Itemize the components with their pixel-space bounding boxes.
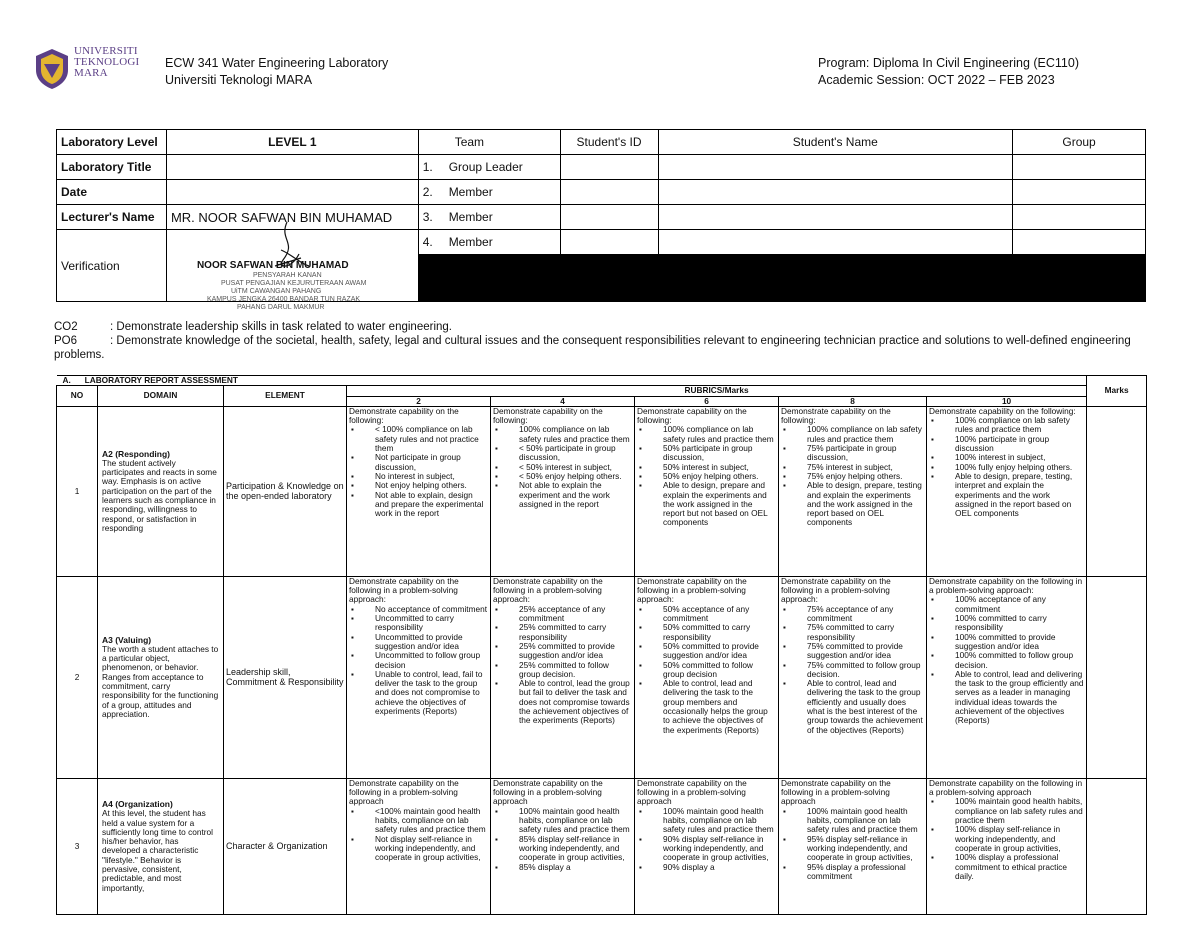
team-row-3 — [418, 205, 560, 230]
marks-cell[interactable] — [1087, 576, 1147, 778]
rubric-criteria-list — [349, 425, 488, 518]
rubric-criterion: ▪ 50% committed to provide suggestion and/or idea — [663, 642, 776, 661]
rubric-row — [57, 778, 1147, 914]
rubric-criterion: ▪ Able to design, prepare, testing and explain the experiments and the work assigned in the report based on OEL components — [807, 481, 924, 527]
domain-title: A4 (Organization) — [102, 798, 173, 809]
rubric-intro: Demonstrate capability on the following: — [781, 406, 891, 426]
rubric-intro: Demonstrate capability on the following: — [929, 406, 1076, 416]
outcome-code: CO2 — [54, 321, 78, 333]
student-name-cell[interactable] — [658, 155, 1013, 180]
rubric-cell — [927, 778, 1087, 914]
rubric-row — [57, 406, 1147, 576]
element-cell: Character & Organization — [224, 778, 347, 914]
rubric-intro: Demonstrate capability on the following in a problem-solving approach: — [781, 576, 891, 605]
rubric-criterion: ▪ 50% interest in subject, — [663, 463, 776, 472]
rubric-criterion: ▪ 100% compliance on lab safety rules and practice them — [807, 425, 924, 444]
rubric-criteria-list — [637, 807, 776, 872]
rubric-cell — [779, 576, 927, 778]
rubric-criterion: ▪ < 50% participate in group discussion, — [519, 444, 632, 463]
program-name: Program: Diploma In Civil Engineering (EC110) — [818, 56, 1079, 70]
rubric-criteria-list — [637, 425, 776, 527]
program-header — [818, 55, 1079, 89]
verification-signature-cell — [166, 230, 418, 311]
rubric-cell — [927, 406, 1087, 576]
group-cell[interactable] — [1013, 230, 1146, 255]
rubric-criterion: ▪ 90% display self-reliance in working independently, and cooperate in group activities, — [663, 835, 776, 863]
rubric-intro: Demonstrate capability on the following in a problem-solving approach — [781, 778, 891, 807]
rubric-criterion: ▪ 50% participate in group discussion, — [663, 444, 776, 463]
domain-cell — [98, 406, 224, 576]
rubric-criterion: ▪ Able to control, lead and delivering the task to the group efficiently and serves as a leader in managing individual ideas towards the achievement of the objectives (Reports) — [955, 670, 1084, 726]
rubric-intro: Demonstrate capability on the following in a problem-solving approach: — [349, 576, 459, 605]
rubric-cell — [491, 406, 635, 576]
rubric-criterion: ▪ Able to control, lead and delivering the task to the group efficiently and usually does what is the best interest of the group towards the achievement of the objectives (Reports) — [807, 679, 924, 735]
rubric-cell — [491, 576, 635, 778]
crest-icon — [34, 48, 70, 90]
rubric-criteria-list — [637, 605, 776, 735]
signature-line-1: PENSYARAH KANAN — [252, 271, 322, 279]
rubric-criterion: ▪ 100% maintain good health habits, compliance on lab safety rules and practice them — [519, 807, 632, 835]
rubric-cell — [347, 576, 491, 778]
rubric-criterion: ▪ 75% acceptance of any commitment — [807, 605, 924, 624]
signature-line-4: KAMPUS JENGKA 26400 BANDAR TUN RAZAK — [206, 295, 361, 303]
assessment-rubric-table — [56, 375, 1147, 915]
team-no: 3. — [422, 210, 433, 224]
rubric-criterion: ▪ 100% maintain good health habits, compliance on lab safety rules and practice them — [807, 807, 924, 835]
rubric-criterion: ▪ 75% enjoy helping others. — [807, 472, 924, 481]
rubric-criterion: ▪ 100% display self-reliance in working independently, and cooperate in group activities, — [955, 825, 1084, 853]
rubric-criterion: ▪ Not participate in group discussion, — [375, 453, 488, 472]
signature-scribble — [257, 220, 317, 280]
outcome-text: : Demonstrate knowledge of the societal, health, safety, legal and cultural issues and the consequent responsibilities relevant to engineering technician practice and solutions to well-defined engineering problems. — [54, 335, 1131, 361]
rubric-criterion: ▪ 50% enjoy helping others. — [663, 472, 776, 481]
rubric-criterion: ▪ 100% committed to carry responsibility — [955, 614, 1084, 633]
student-id-cell[interactable] — [560, 230, 658, 255]
outcome-po6 — [54, 334, 1164, 362]
signature-line-3: UiTM CAWANGAN PAHANG — [230, 287, 322, 295]
rubric-criterion: ▪ 50% acceptance of any commitment — [663, 605, 776, 624]
rubric-criterion: ▪ No acceptance of commitment — [375, 605, 488, 614]
rubric-criterion: ▪ <100% maintain good health habits, compliance on lab safety rules and practice them — [375, 807, 488, 835]
student-name-cell[interactable] — [658, 205, 1013, 230]
course-title: ECW 341 Water Engineering Laboratory — [165, 56, 389, 70]
rubric-criterion: ▪ 95% display self-reliance in working independently, and cooperate in group activities, — [807, 835, 924, 863]
learning-outcomes — [54, 320, 1164, 362]
student-name-cell[interactable] — [658, 230, 1013, 255]
rubric-criterion: ▪ 100% display a professional commitment to ethical practice daily. — [955, 853, 1084, 881]
team-header: Team — [418, 130, 560, 155]
rubric-criterion: ▪ Able to design, prepare and explain the experiments and the work assigned in the report but not based on OEL components — [663, 481, 776, 527]
domain-cell — [98, 576, 224, 778]
university-logo — [34, 46, 154, 96]
rubric-criterion: ▪ 75% committed to provide suggestion and/or idea — [807, 642, 924, 661]
student-id-header: Student's ID — [560, 130, 658, 155]
rubric-criterion: ▪ 25% committed to provide suggestion and/or idea — [519, 642, 632, 661]
rubric-criteria-list — [929, 797, 1084, 881]
lab-level-label: Laboratory Level — [57, 130, 167, 155]
score-header: 4 — [491, 396, 635, 406]
rubric-criterion: ▪ 90% display a — [663, 863, 776, 872]
rubric-criterion: ▪ Not enjoy helping others. — [375, 481, 488, 490]
rubric-intro: Demonstrate capability on the following in a problem-solving approach — [637, 778, 747, 807]
rubric-cell — [347, 406, 491, 576]
rubric-criterion: ▪ Not display self-reliance in working independently, and cooperate in group activities, — [375, 835, 488, 863]
score-header: 2 — [347, 396, 491, 406]
team-row-4 — [418, 230, 560, 255]
marks-cell[interactable] — [1087, 778, 1147, 914]
element-cell: Leadership skill, Commitment & Responsibility — [224, 576, 347, 778]
rubric-intro: Demonstrate capability on the following: — [637, 406, 747, 426]
element-cell: Participation & Knowledge on the open-ended laboratory — [224, 406, 347, 576]
rubric-criterion: ▪ < 100% compliance on lab safety rules and not practice them — [375, 425, 488, 453]
team-role: Member — [448, 235, 493, 249]
student-name-header: Student's Name — [658, 130, 1013, 155]
signature-line-2: PUSAT PENGAJIAN KEJURUTERAAN AWAM — [220, 279, 367, 287]
signature-name: NOOR SAFWAN BIN MUHAMAD — [196, 259, 349, 271]
rubric-criterion: ▪ 25% committed to follow group decision. — [519, 661, 632, 680]
section-title: A. LABORATORY REPORT ASSESSMENT — [57, 376, 1087, 386]
rubric-criterion: ▪ Uncommitted to carry responsibility — [375, 614, 488, 633]
rubric-criterion: ▪ 85% display self-reliance in working independently, and cooperate in group activities, — [519, 835, 632, 863]
domain-description: The worth a student attaches to a particular object, phenomenon, or behavior. Ranges from acceptance to commitment, carry responsibility for the functioning of a group, attitudes and appreciation. — [102, 643, 219, 719]
rubric-criterion: ▪ 85% display a — [519, 863, 632, 872]
rubric-criteria-list — [349, 807, 488, 863]
rubric-criterion: ▪ 100% committed to provide suggestion and/or idea — [955, 633, 1084, 652]
signature-stamp — [196, 242, 397, 311]
rubric-criterion: ▪ 75% interest in subject, — [807, 463, 924, 472]
team-no: 1. — [422, 160, 433, 174]
logo-line-2: TEKNOLOGI — [74, 56, 140, 68]
team-no: 4. — [422, 235, 433, 249]
lecturer-name: MR. NOOR SAFWAN BIN MUHAMAD — [166, 205, 418, 230]
team-no: 2. — [422, 185, 433, 199]
rubric-criterion: ▪ 100% committed to follow group decision. — [955, 651, 1084, 670]
rubric-intro: Demonstrate capability on the following in a problem-solving approach — [349, 778, 459, 807]
course-header — [165, 55, 388, 89]
rubric-intro: Demonstrate capability on the following in a problem-solving approach — [493, 778, 603, 807]
rubric-criterion: ▪ 100% participate in group discussion — [955, 435, 1084, 454]
rubric-criterion: ▪ 75% committed to carry responsibility — [807, 623, 924, 642]
rubric-criterion: ▪ 100% compliance on lab safety rules and practice them — [955, 416, 1084, 435]
rubric-cell — [927, 576, 1087, 778]
domain-cell — [98, 778, 224, 914]
lab-title-field[interactable] — [166, 155, 418, 180]
group-header: Group — [1013, 130, 1146, 155]
rubric-intro: Demonstrate capability on the following in a problem-solving approach — [929, 778, 1083, 798]
rubric-criteria-list — [929, 595, 1084, 725]
student-id-cell[interactable] — [560, 205, 658, 230]
rubric-criterion: ▪ 100% compliance on lab safety rules and practice them — [519, 425, 632, 444]
rubric-cell — [347, 778, 491, 914]
date-field[interactable] — [166, 180, 418, 205]
rubric-criterion: ▪ Uncommitted to follow group decision — [375, 651, 488, 670]
rubric-criterion: ▪ Able to control, lead and delivering the task to the group members and occasionally helps the group to achieve the objectives of the experiments (Reports) — [663, 679, 776, 735]
lecturer-label: Lecturer's Name — [57, 205, 167, 230]
verification-label: Verification — [57, 230, 167, 302]
group-cell[interactable] — [1013, 205, 1146, 230]
rubric-intro: Demonstrate capability on the following: — [493, 406, 603, 426]
rubric-criteria-list — [493, 605, 632, 726]
rubric-criterion: ▪ 100% maintain good health habits, compliance on lab safety rules and practice them — [663, 807, 776, 835]
rubric-criterion: ▪ 25% committed to carry responsibility — [519, 623, 632, 642]
lab-title-label: Laboratory Title — [57, 155, 167, 180]
element-header: ELEMENT — [224, 386, 347, 407]
rubric-criterion: ▪ 100% compliance on lab safety rules and practice them — [663, 425, 776, 444]
rubric-criterion: ▪ 75% participate in group discussion, — [807, 444, 924, 463]
outcome-code: PO6 — [54, 335, 78, 347]
score-header: 10 — [927, 396, 1087, 406]
rubric-criterion: ▪ 50% committed to follow group decision — [663, 661, 776, 680]
rubric-criterion: ▪ No interest in subject, — [375, 472, 488, 481]
lab-level-value: LEVEL 1 — [166, 130, 418, 155]
rubric-criteria-list — [349, 605, 488, 717]
rubric-criterion: ▪ < 50% interest in subject, — [519, 463, 632, 472]
lab-info-table — [56, 129, 1146, 311]
domain-description: At this level, the student has held a value system for a sufficiently long time to control his/her behavior, has developed a characteristic "lifestyle." Behavior is pervasive, consistent, predictable, and most importantly, — [102, 808, 213, 893]
outcome-text: : Demonstrate leadership skills in task related to water engineering. — [110, 321, 452, 333]
rubric-criteria-list — [493, 425, 632, 509]
rubric-criterion: ▪ 50% committed to carry responsibility — [663, 623, 776, 642]
rubric-criterion: ▪ 100% fully enjoy helping others. — [955, 463, 1084, 472]
row-number: 3 — [57, 778, 98, 914]
rubric-criteria-list — [781, 605, 924, 735]
team-role: Member — [448, 210, 493, 224]
rubric-intro: Demonstrate capability on the following in a problem-solving approach: — [637, 576, 747, 605]
rubric-intro: Demonstrate capability on the following in a problem-solving approach: — [493, 576, 603, 605]
rubric-intro: Demonstrate capability on the following in a problem-solving approach: — [929, 576, 1083, 596]
rubric-criteria-list — [781, 807, 924, 881]
student-name-cell[interactable] — [658, 180, 1013, 205]
rubric-criterion: ▪ < 50% enjoy helping others. — [519, 472, 632, 481]
row-number: 2 — [57, 576, 98, 778]
university-name: Universiti Teknologi MARA — [165, 73, 313, 87]
marks-cell[interactable] — [1087, 406, 1147, 576]
row-number: 1 — [57, 406, 98, 576]
rubric-criterion: ▪ 100% acceptance of any commitment — [955, 595, 1084, 614]
domain-title: A2 (Responding) — [102, 448, 170, 459]
rubric-row — [57, 576, 1147, 778]
rubric-criterion: ▪ 75% committed to follow group decision. — [807, 661, 924, 680]
rubrics-header: RUBRICS/Marks — [347, 386, 1087, 396]
team-role: Group Leader — [448, 160, 523, 174]
rubric-criteria-list — [493, 807, 632, 872]
signature-line-5: PAHANG DARUL MAKMUR — [236, 303, 325, 311]
rubric-cell — [779, 778, 927, 914]
rubric-criterion: ▪ Able to design, prepare, testing, interpret and explain the experiments and the work assigned in the report based on OEL components — [955, 472, 1084, 518]
academic-session: Academic Session: OCT 2022 – FEB 2023 — [818, 73, 1055, 87]
marks-header: Marks — [1087, 376, 1147, 407]
rubric-cell — [491, 778, 635, 914]
rubric-cell — [635, 406, 779, 576]
rubric-cell — [635, 778, 779, 914]
team-role: Member — [448, 185, 493, 199]
student-id-cell[interactable] — [560, 180, 658, 205]
team-row-2 — [418, 180, 560, 205]
rubric-criterion: ▪ 100% interest in subject, — [955, 453, 1084, 462]
rubric-criterion: ▪ 25% acceptance of any commitment — [519, 605, 632, 624]
blacked-out-area — [418, 255, 1145, 302]
group-cell[interactable] — [1013, 180, 1146, 205]
outcome-co2 — [54, 320, 1164, 334]
date-label: Date — [57, 180, 167, 205]
rubric-criterion: ▪ Not able to explain, design and prepare the experimental work in the report — [375, 491, 488, 519]
domain-description: The student actively participates and reacts in some way. Emphasis is on active participation on the part of the learners such as compliance in responding, willingness to respond, or satisfaction in responding — [102, 457, 217, 533]
rubric-criterion: ▪ Able to control, lead the group but fail to deliver the task and does not compromise towards the achievement objectives of the experiments (Reports) — [519, 679, 632, 725]
score-header: 8 — [779, 396, 927, 406]
student-id-cell[interactable] — [560, 155, 658, 180]
rubric-criterion: ▪ 100% maintain good health habits, compliance on lab safety rules and practice them — [955, 797, 1084, 825]
team-row-1 — [418, 155, 560, 180]
domain-header: DOMAIN — [98, 386, 224, 407]
rubric-cell — [635, 576, 779, 778]
rubric-criteria-list — [781, 425, 924, 527]
rubric-intro: Demonstrate capability on the following: — [349, 406, 459, 426]
no-header: NO — [57, 386, 98, 407]
rubric-criterion: ▪ Unable to control, lead, fail to deliver the task to the group and does not compromise to achieve the objectives of experiments (Reports) — [375, 670, 488, 716]
domain-title: A3 (Valuing) — [102, 634, 152, 645]
rubric-criterion: ▪ Not able to explain the experiment and the work assigned in the report — [519, 481, 632, 509]
group-cell[interactable] — [1013, 155, 1146, 180]
rubric-criteria-list — [929, 416, 1084, 518]
rubric-criterion: ▪ Uncommitted to provide suggestion and/or idea — [375, 633, 488, 652]
logo-line-3: MARA — [74, 67, 108, 79]
logo-line-1: UNIVERSITI — [74, 45, 138, 57]
rubric-criterion: ▪ 95% display a professional commitment — [807, 863, 924, 882]
rubric-cell — [779, 406, 927, 576]
score-header: 6 — [635, 396, 779, 406]
